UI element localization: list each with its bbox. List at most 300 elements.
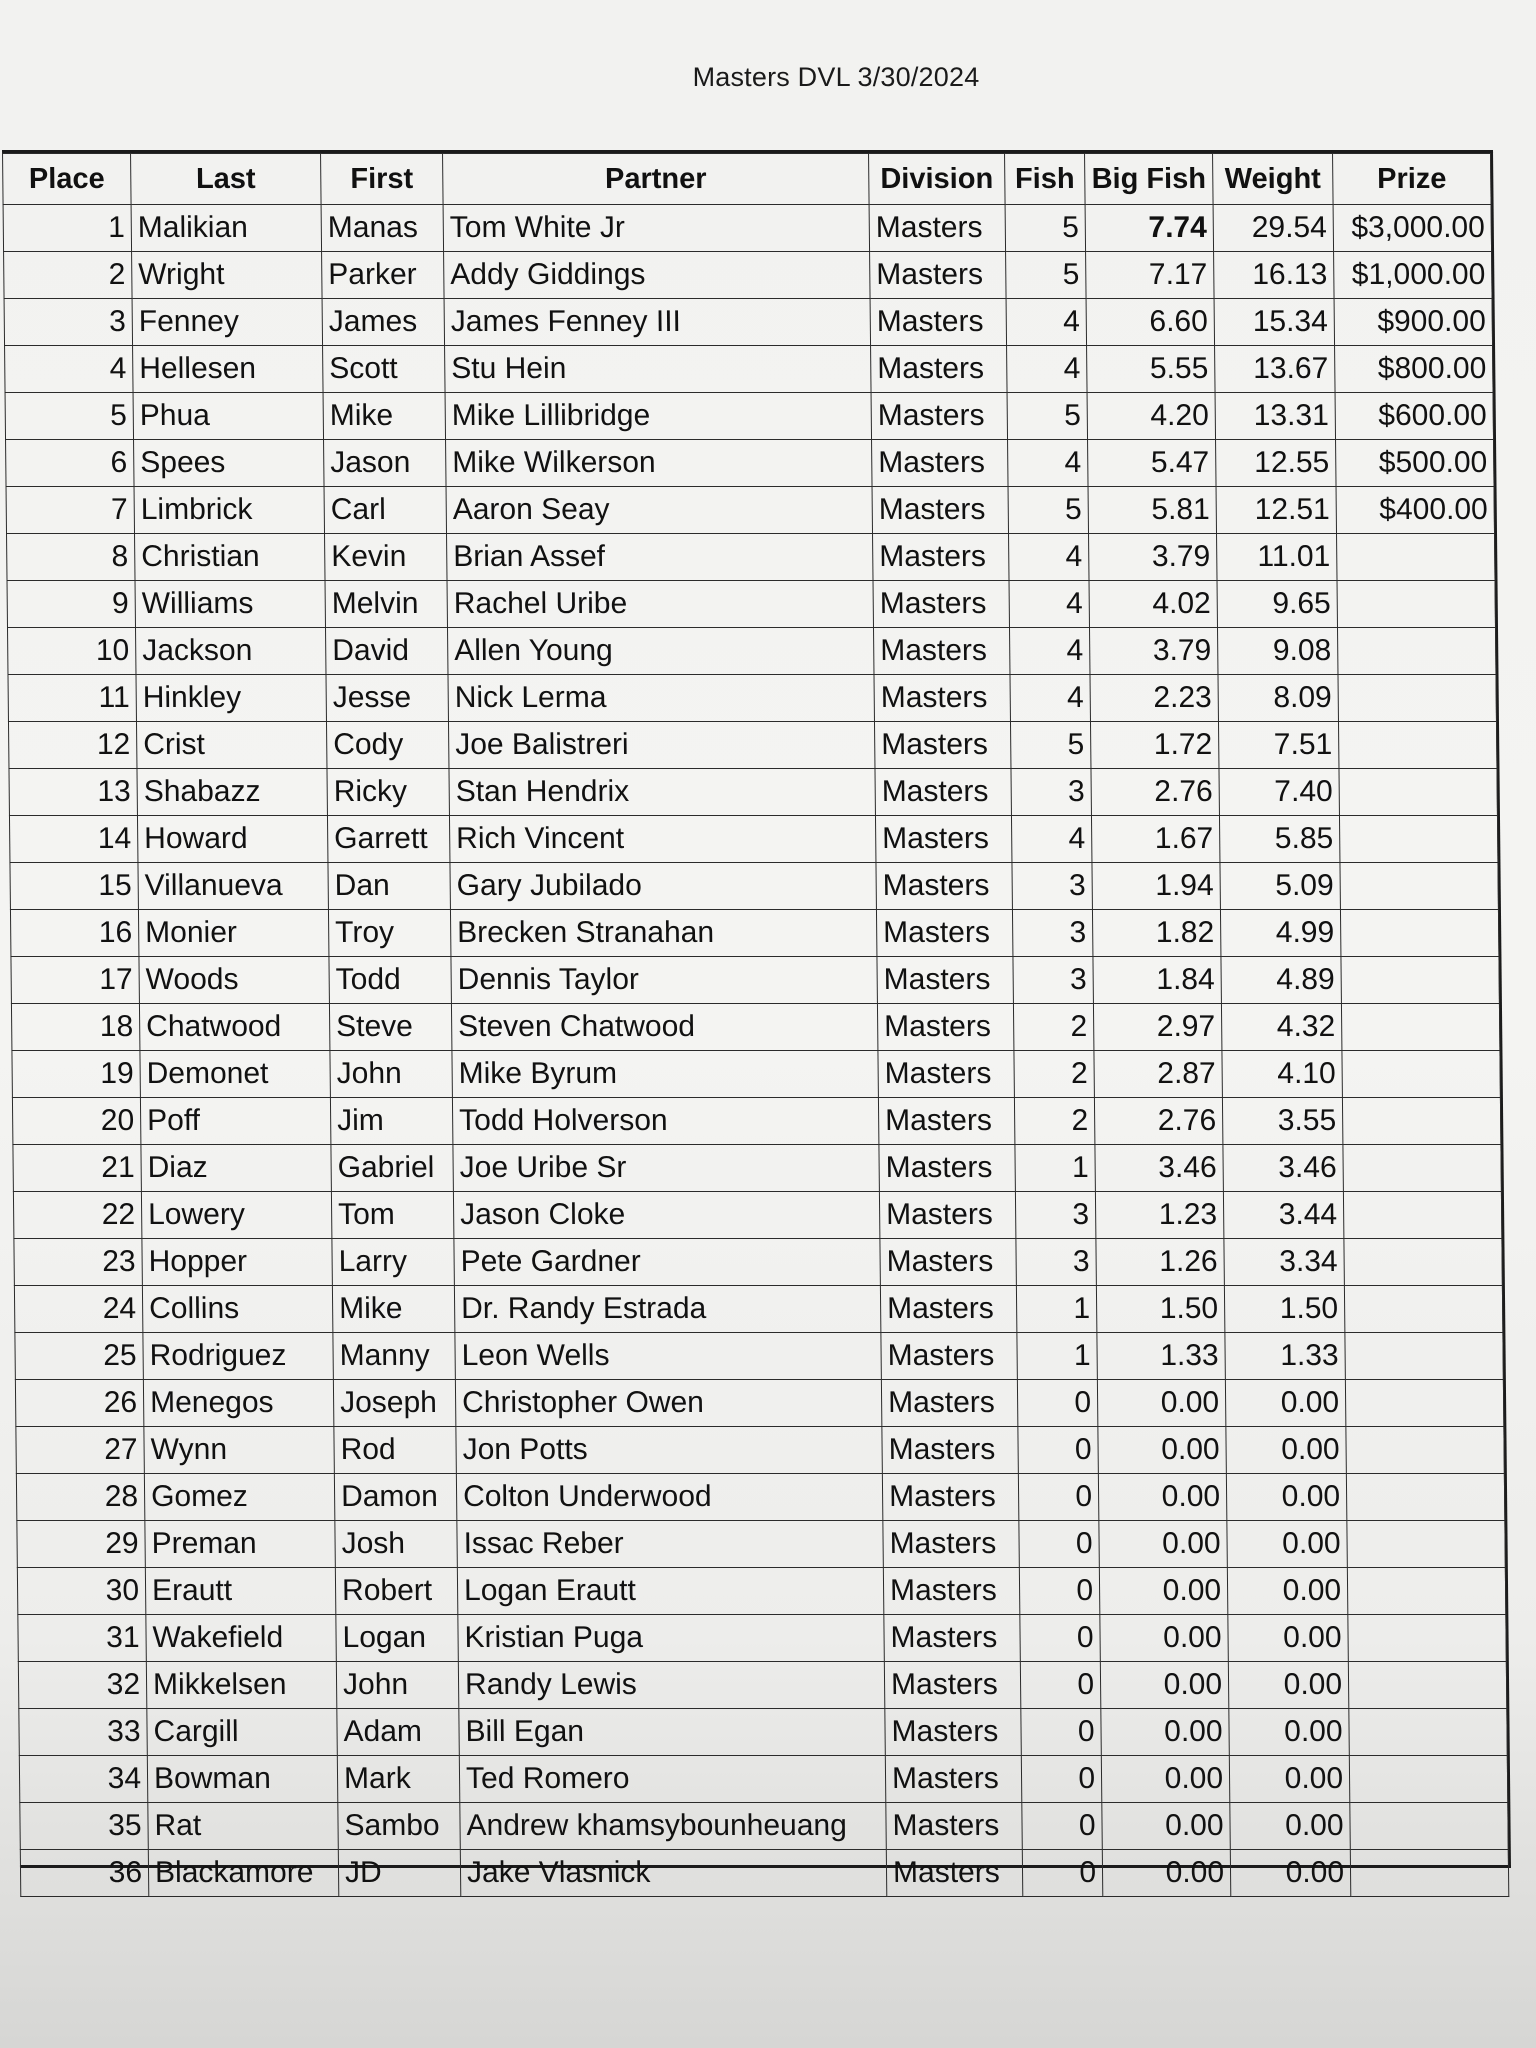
cell-first: Robert [335,1568,457,1615]
cell-fish: 4 [1010,628,1090,675]
cell-division: Masters [876,910,1012,957]
table-row [12,1051,1500,1098]
cell-fish: 4 [1010,675,1090,722]
cell-first: Manas [321,205,443,252]
cell-first: David [326,628,448,675]
cell-weight: 3.46 [1223,1145,1343,1192]
cell-place: 29 [17,1521,145,1568]
cell-division: Masters [872,487,1008,534]
cell-partner: Kristian Puga [458,1615,884,1662]
cell-big-fish: 0.00 [1099,1521,1227,1568]
cell-prize [1345,1333,1503,1380]
cell-division: Masters [884,1615,1020,1662]
cell-big-fish: 2.97 [1093,1004,1221,1051]
cell-big-fish: 2.23 [1090,675,1218,722]
header-place: Place [3,154,132,205]
cell-division: Masters [870,299,1006,346]
cell-prize [1338,628,1496,675]
cell-last: Fenney [132,299,322,346]
cell-big-fish: 3.46 [1095,1145,1223,1192]
cell-last: Rodriguez [143,1333,333,1380]
cell-big-fish: 5.81 [1088,487,1216,534]
cell-partner: Steven Chatwood [451,1004,877,1051]
cell-fish: 1 [1017,1333,1097,1380]
cell-weight: 4.89 [1221,957,1341,1004]
results-body [3,205,1509,1897]
header-row [3,154,1492,205]
cell-prize [1349,1709,1507,1756]
cell-last: Howard [137,816,327,863]
cell-partner: Joe Balistreri [448,722,874,769]
table-row [20,1803,1508,1850]
cell-division: Masters [871,393,1007,440]
cell-division: Masters [873,581,1009,628]
cell-partner: Mike Lillibridge [445,393,871,440]
cell-place: 12 [8,722,136,769]
cell-place: 11 [8,675,136,722]
cell-last: Wynn [144,1427,334,1474]
cell-weight: 0.00 [1229,1756,1349,1803]
cell-weight: 4.99 [1220,910,1340,957]
cell-place: 4 [5,346,133,393]
cell-partner: Colton Underwood [456,1474,882,1521]
cell-place: 20 [12,1098,140,1145]
table-row [10,910,1498,957]
cell-prize [1347,1521,1505,1568]
cell-first: Jim [330,1098,452,1145]
cell-big-fish: 1.94 [1092,863,1220,910]
cell-last: Bowman [147,1756,337,1803]
cell-fish: 5 [1005,205,1085,252]
cell-first: Mike [332,1286,454,1333]
table-row [14,1286,1502,1333]
cell-division: Masters [875,769,1011,816]
cell-first: Cody [326,722,448,769]
cell-partner: Jon Potts [456,1427,882,1474]
cell-last: Phua [133,393,323,440]
cell-last: Villanueva [138,863,328,910]
cell-fish: 0 [1021,1709,1101,1756]
table-row [6,440,1494,487]
cell-big-fish: 0.00 [1100,1662,1228,1709]
cell-last: Gomez [144,1474,334,1521]
header-fish: Fish [1005,154,1086,205]
cell-division: Masters [876,863,1012,910]
table-row [8,675,1496,722]
cell-division: Masters [875,816,1011,863]
cell-place: 9 [7,581,135,628]
cell-partner: Andrew khamsybounheuang [460,1803,886,1850]
cell-place: 27 [16,1427,144,1474]
cell-prize: $800.00 [1335,346,1493,393]
cell-big-fish: 1.23 [1095,1192,1223,1239]
cell-prize [1339,769,1497,816]
cell-big-fish: 0.00 [1098,1427,1226,1474]
cell-division: Masters [883,1568,1019,1615]
cell-first: Carl [324,487,446,534]
cell-fish: 4 [1007,346,1087,393]
cell-division: Masters [869,205,1005,252]
cell-weight: 3.44 [1223,1192,1343,1239]
cell-last: Lowery [141,1192,331,1239]
cell-weight: 12.51 [1216,487,1336,534]
cell-last: Hinkley [136,675,326,722]
cell-division: Masters [884,1662,1020,1709]
header-weight: Weight [1213,154,1334,205]
cell-place: 26 [15,1380,143,1427]
cell-partner: James Fenney III [444,299,870,346]
cell-partner: Brecken Stranahan [450,910,876,957]
table-row [14,1239,1502,1286]
cell-prize [1341,1004,1499,1051]
cell-division: Masters [879,1192,1015,1239]
cell-fish: 0 [1022,1850,1102,1897]
cell-partner: Logan Erautt [457,1568,883,1615]
cell-prize [1342,1051,1500,1098]
cell-place: 33 [19,1709,147,1756]
cell-first: Josh [335,1521,457,1568]
cell-weight: 29.54 [1213,205,1333,252]
cell-weight: 0.00 [1230,1850,1350,1897]
cell-fish: 0 [1021,1756,1101,1803]
cell-prize [1346,1474,1504,1521]
cell-weight: 0.00 [1226,1427,1346,1474]
cell-place: 36 [20,1850,148,1897]
cell-big-fish: 1.33 [1097,1333,1225,1380]
cell-big-fish: 0.00 [1097,1380,1225,1427]
cell-big-fish: 0.00 [1101,1756,1229,1803]
cell-weight: 0.00 [1227,1568,1347,1615]
cell-first: Melvin [325,581,447,628]
cell-weight: 1.33 [1225,1333,1345,1380]
cell-place: 14 [9,816,137,863]
cell-first: James [322,299,444,346]
cell-prize [1337,581,1495,628]
table-row [19,1709,1507,1756]
cell-last: Hopper [142,1239,332,1286]
cell-division: Masters [886,1850,1022,1897]
cell-prize [1348,1615,1506,1662]
cell-partner: Allen Young [448,628,874,675]
table-row [17,1568,1505,1615]
cell-weight: 16.13 [1214,252,1334,299]
cell-last: Shabazz [137,769,327,816]
cell-first: Manny [333,1333,455,1380]
cell-weight: 0.00 [1229,1709,1349,1756]
cell-first: Mike [323,393,445,440]
cell-last: Erautt [145,1568,335,1615]
cell-division: Masters [886,1803,1022,1850]
cell-last: Cargill [147,1709,337,1756]
cell-place: 17 [11,957,139,1004]
cell-division: Masters [878,1098,1014,1145]
cell-last: Preman [145,1521,335,1568]
cell-division: Masters [871,346,1007,393]
cell-partner: Stan Hendrix [449,769,875,816]
cell-weight: 3.34 [1224,1239,1344,1286]
cell-first: Joseph [333,1380,455,1427]
cell-place: 8 [7,534,135,581]
cell-last: Poff [140,1098,330,1145]
table-row [8,628,1496,675]
cell-last: Blackamore [148,1850,338,1897]
table-row [11,1004,1499,1051]
header-prize: Prize [1333,154,1492,205]
cell-big-fish: 4.02 [1089,581,1217,628]
cell-place: 5 [5,393,133,440]
table-row [9,816,1497,863]
cell-prize [1350,1850,1508,1897]
cell-place: 3 [4,299,132,346]
table-row [5,393,1493,440]
table-row [6,487,1494,534]
cell-last: Mikkelsen [146,1662,336,1709]
cell-big-fish: 4.20 [1087,393,1215,440]
cell-first: Damon [334,1474,456,1521]
cell-first: Sambo [338,1803,460,1850]
cell-last: Spees [134,440,324,487]
cell-fish: 5 [1007,393,1087,440]
cell-big-fish: 2.76 [1091,769,1219,816]
cell-fish: 0 [1019,1521,1099,1568]
header-big-fish: Big Fish [1085,154,1214,205]
cell-place: 35 [20,1803,148,1850]
cell-prize [1343,1192,1501,1239]
cell-prize [1347,1568,1505,1615]
cell-last: Monier [138,910,328,957]
cell-big-fish: 2.87 [1094,1051,1222,1098]
table-row [5,346,1493,393]
cell-first: Troy [328,910,450,957]
table-row [20,1850,1508,1897]
cell-last: Menegos [143,1380,333,1427]
cell-weight: 7.40 [1219,769,1339,816]
cell-partner: Stu Hein [445,346,871,393]
cell-weight: 13.67 [1215,346,1335,393]
cell-place: 21 [13,1145,141,1192]
cell-weight: 5.09 [1220,863,1340,910]
cell-first: Tom [331,1192,453,1239]
cell-last: Malikian [131,205,321,252]
cell-prize [1343,1145,1501,1192]
cell-big-fish: 0.00 [1100,1615,1228,1662]
cell-prize: $500.00 [1336,440,1494,487]
cell-fish: 3 [1012,863,1092,910]
cell-weight: 8.09 [1218,675,1338,722]
cell-division: Masters [882,1474,1018,1521]
cell-big-fish: 1.67 [1091,816,1219,863]
cell-big-fish: 0.00 [1102,1803,1230,1850]
cell-prize [1349,1756,1507,1803]
cell-first: Jesse [326,675,448,722]
table-row [10,863,1498,910]
cell-prize [1344,1286,1502,1333]
cell-place: 31 [18,1615,146,1662]
cell-first: Dan [328,863,450,910]
cell-first: Adam [337,1709,459,1756]
cell-prize [1346,1427,1504,1474]
cell-place: 7 [6,487,134,534]
page-title: Masters DVL 3/30/2024 [692,62,980,92]
cell-division: Masters [880,1239,1016,1286]
cell-big-fish: 2.76 [1094,1098,1222,1145]
table-row [15,1380,1503,1427]
cell-big-fish: 6.60 [1086,299,1214,346]
cell-weight: 15.34 [1214,299,1334,346]
cell-big-fish: 0.00 [1098,1474,1226,1521]
cell-fish: 4 [1006,299,1086,346]
cell-fish: 5 [1008,487,1088,534]
cell-fish: 0 [1019,1568,1099,1615]
cell-big-fish: 1.84 [1093,957,1221,1004]
cell-big-fish: 7.17 [1086,252,1214,299]
cell-prize [1340,910,1498,957]
cell-fish: 3 [1015,1192,1095,1239]
cell-division: Masters [881,1333,1017,1380]
cell-partner: Rachel Uribe [447,581,873,628]
cell-partner: Leon Wells [455,1333,881,1380]
cell-place: 16 [10,910,138,957]
cell-division: Masters [883,1521,1019,1568]
header-division: Division [869,154,1006,205]
header-first: First [321,154,444,205]
table-row [19,1756,1507,1803]
cell-partner: Christopher Owen [455,1380,881,1427]
cell-weight: 4.10 [1222,1051,1342,1098]
table-row [16,1427,1504,1474]
cell-place: 18 [11,1004,139,1051]
table-row [13,1192,1501,1239]
cell-big-fish: 7.74 [1085,205,1213,252]
cell-division: Masters [878,1051,1014,1098]
cell-partner: Dr. Randy Estrada [454,1286,880,1333]
cell-fish: 1 [1015,1145,1095,1192]
cell-big-fish: 1.82 [1092,910,1220,957]
cell-place: 23 [14,1239,142,1286]
cell-division: Masters [872,440,1008,487]
cell-big-fish: 5.55 [1087,346,1215,393]
cell-division: Masters [870,252,1006,299]
table-row [16,1474,1504,1521]
cell-big-fish: 1.72 [1090,722,1218,769]
cell-place: 25 [15,1333,143,1380]
cell-place: 24 [14,1286,142,1333]
table-row [15,1333,1503,1380]
cell-prize [1345,1380,1503,1427]
cell-last: Limbrick [134,487,324,534]
cell-weight: 0.00 [1228,1662,1348,1709]
table-row [9,769,1497,816]
cell-place: 1 [3,205,131,252]
cell-place: 6 [6,440,134,487]
cell-weight: 0.00 [1227,1521,1347,1568]
cell-weight: 9.08 [1218,628,1338,675]
cell-big-fish: 0.00 [1101,1709,1229,1756]
cell-fish: 2 [1013,1004,1093,1051]
table-row [4,299,1492,346]
cell-first: Todd [329,957,451,1004]
cell-weight: 7.51 [1218,722,1338,769]
cell-last: Chatwood [139,1004,329,1051]
cell-last: Collins [142,1286,332,1333]
cell-prize [1340,863,1498,910]
cell-prize [1337,534,1495,581]
cell-prize: $3,000.00 [1333,205,1491,252]
cell-last: Crist [136,722,326,769]
cell-division: Masters [879,1145,1015,1192]
cell-fish: 4 [1008,440,1088,487]
cell-division: Masters [881,1380,1017,1427]
table-row [11,957,1499,1004]
cell-big-fish: 3.79 [1089,534,1217,581]
cell-big-fish: 1.50 [1096,1286,1224,1333]
cell-prize: $400.00 [1336,487,1494,534]
cell-prize: $1,000.00 [1334,252,1492,299]
cell-last: Woods [139,957,329,1004]
cell-weight: 0.00 [1230,1803,1350,1850]
cell-partner: Joe Uribe Sr [453,1145,879,1192]
cell-partner: Randy Lewis [458,1662,884,1709]
cell-last: Demonet [140,1051,330,1098]
cell-fish: 0 [1020,1615,1100,1662]
cell-last: Rat [148,1803,338,1850]
cell-first: Mark [337,1756,459,1803]
table-row [7,534,1495,581]
cell-partner: Todd Holverson [452,1098,878,1145]
cell-first: Steve [329,1004,451,1051]
results-table-frame [2,150,1511,1889]
cell-place: 22 [13,1192,141,1239]
cell-fish: 1 [1016,1286,1096,1333]
cell-big-fish: 5.47 [1088,440,1216,487]
header-last: Last [131,154,322,205]
cell-last: Jackson [136,628,326,675]
cell-first: JD [338,1850,460,1897]
cell-division: Masters [877,1004,1013,1051]
cell-last: Christian [135,534,325,581]
cell-prize [1341,957,1499,1004]
cell-prize [1338,722,1496,769]
cell-prize [1338,675,1496,722]
cell-first: Larry [332,1239,454,1286]
cell-division: Masters [885,1756,1021,1803]
cell-division: Masters [874,675,1010,722]
table-row [12,1098,1500,1145]
cell-weight: 5.85 [1219,816,1339,863]
cell-place: 28 [16,1474,144,1521]
table-row [7,581,1495,628]
cell-division: Masters [874,628,1010,675]
cell-weight: 4.32 [1221,1004,1341,1051]
cell-fish: 4 [1009,534,1089,581]
cell-division: Masters [877,957,1013,1004]
cell-division: Masters [874,722,1010,769]
cell-partner: Jake Vlasnick [460,1850,886,1897]
cell-fish: 5 [1010,722,1090,769]
cell-place: 15 [10,863,138,910]
cell-weight: 0.00 [1226,1474,1346,1521]
cell-partner: Dennis Taylor [451,957,877,1004]
cell-partner: Issac Reber [457,1521,883,1568]
cell-big-fish: 3.79 [1090,628,1218,675]
cell-place: 13 [9,769,137,816]
table-row [8,722,1496,769]
cell-place: 34 [19,1756,147,1803]
table-row [18,1662,1506,1709]
cell-place: 32 [18,1662,146,1709]
table-row [3,205,1491,252]
cell-prize: $900.00 [1334,299,1492,346]
